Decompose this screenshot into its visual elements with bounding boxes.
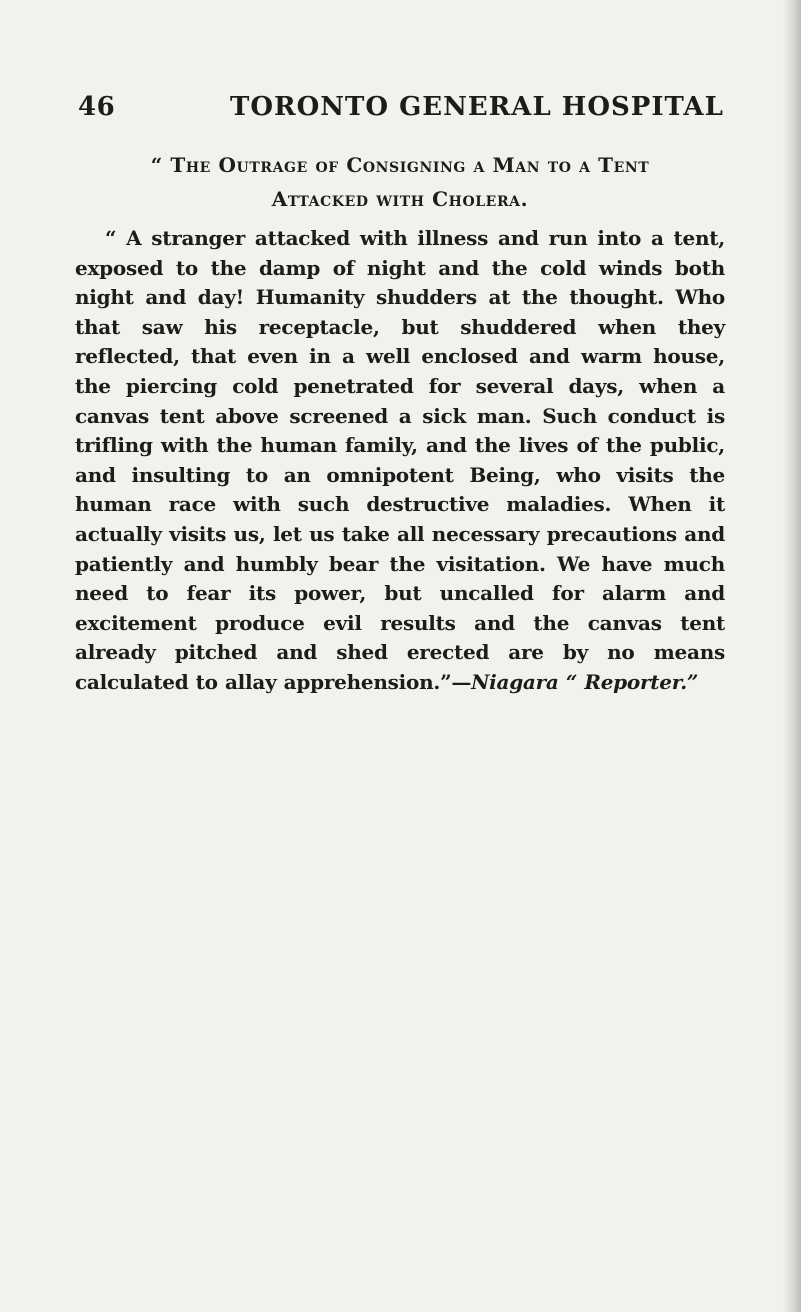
article-source: Niagara “ Reporter.”	[471, 669, 699, 694]
article-heading-line-2: Attacked with Cholera.	[271, 187, 529, 211]
page-number: 46	[78, 92, 116, 122]
article-body	[75, 224, 725, 698]
running-head	[0, 92, 801, 132]
article	[75, 148, 725, 698]
article-body-text: “ A stranger attacked with illness and run into a tent, exposed to the damp of night and the cold winds both night and day! Humanity shudders at the thought. Who that saw his receptacle, but shuddered when they reflected, that even in a well enclosed and warm house, the piercing cold penetrated for several days, when a canvas tent above screened a sick man. Such conduct is trifling with the human family, and the lives of the public, and insulting to an omnipotent Being, who visits the human race with such destructive maladies. When it actually visits us, let us take all necessary precautions and patiently and humbly bear the visitation. We have much need to fear its power, but uncalled for alarm and excitement produce evil results and the canvas tent already pitched and shed erected are by no means calculated to allay apprehension.”—	[75, 226, 725, 694]
running-head-title: TORONTO GENERAL HOSPITAL	[230, 92, 724, 122]
article-heading	[75, 148, 725, 216]
page-edge-shadow	[783, 0, 801, 1312]
article-heading-line-1: “ The Outrage of Consigning a Man to a Tent	[150, 153, 650, 177]
